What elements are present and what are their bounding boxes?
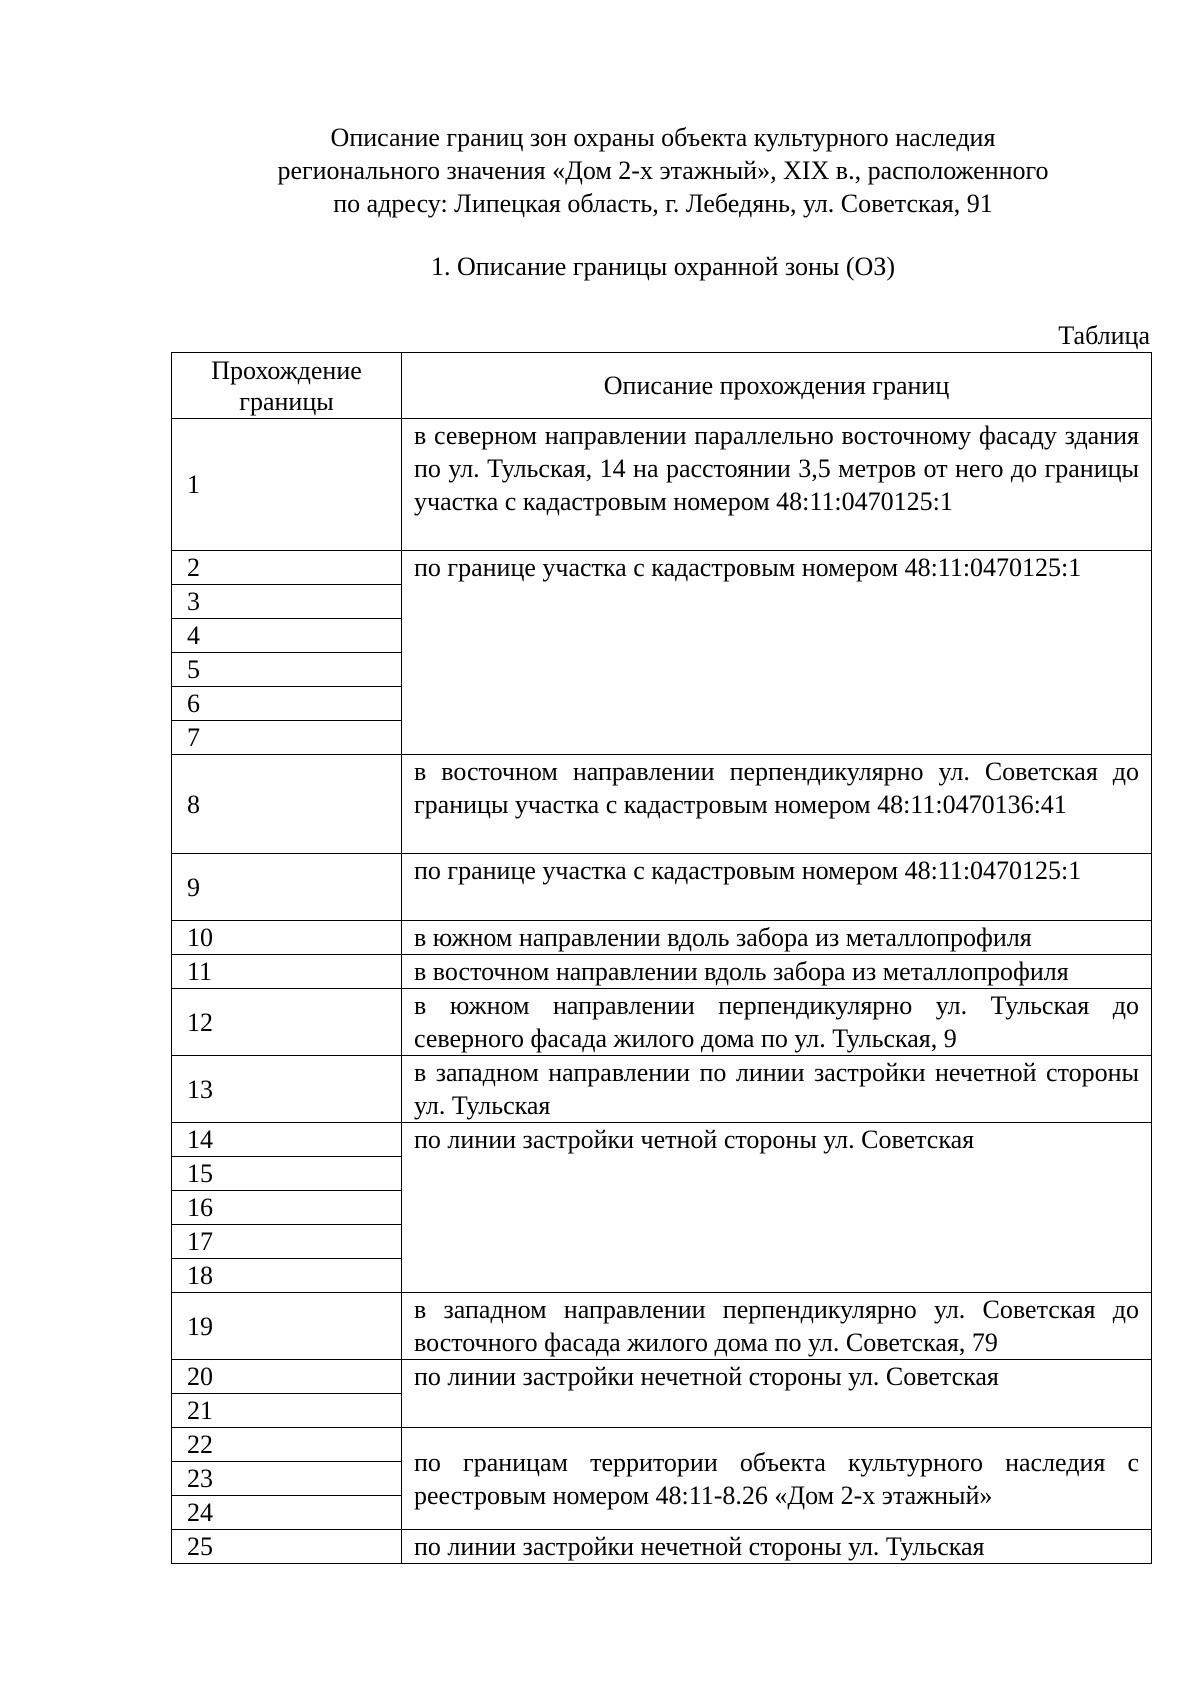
row-number: 25 [172,1530,402,1564]
row-number: 8 [172,755,402,854]
row-number: 14 [172,1123,402,1157]
boundary-table [171,352,1152,1564]
row-number: 9 [172,854,402,921]
row-number: 3 [172,585,402,619]
row-description: по границе участка с кадастровым номером 48:11:0470125:1 [402,854,1152,921]
row-number: 11 [172,955,402,989]
row-description: в западном направлении перпендикулярно ул. Советская до восточного фасада жилого дома по ул. Советская, 79 [402,1293,1152,1360]
row-description: по границе участка с кадастровым номером 48:11:0470125:1 [402,551,1152,755]
row-description: по линии застройки четной стороны ул. Советская [402,1123,1152,1293]
row-number: 10 [172,921,402,955]
row-description: в восточном направлении вдоль забора из металлопрофиля [402,955,1152,989]
row-description: в южном направлении вдоль забора из металлопрофиля [402,921,1152,955]
table-label: Таблица [1058,321,1150,350]
title-line-3: по адресу: Липецкая область, г. Лебедянь, ул. Советская, 91 [333,189,993,218]
title-line-2: регионального значения «Дом 2-х этажный», XIX в., расположенного [277,156,1049,185]
row-number: 23 [172,1462,402,1496]
section-heading: 1. Описание границы охранной зоны (ОЗ) [430,252,896,281]
row-description: в северном направлении параллельно восточному фасаду здания по ул. Тульская, 14 на расстоянии 3,5 метров от него до границы участка с кадастровым номером 48:11:0470125:1 [402,419,1152,551]
row-number: 12 [172,989,402,1056]
row-number: 22 [172,1428,402,1462]
row-number: 17 [172,1225,402,1259]
row-number: 19 [172,1293,402,1360]
header-boundary-description: Описание прохождения границ [402,353,1152,419]
row-number: 15 [172,1157,402,1191]
header-boundary-passage: Прохождение границы [172,353,402,419]
row-number: 16 [172,1191,402,1225]
row-description: по линии застройки нечетной стороны ул. Тульская [402,1530,1152,1564]
row-number: 20 [172,1360,402,1394]
row-number: 7 [172,721,402,755]
row-description: в южном направлении перпендикулярно ул. Тульская до северного фасада жилого дома по ул. Тульская, 9 [402,989,1152,1056]
row-number: 18 [172,1259,402,1293]
row-number: 6 [172,687,402,721]
title-line-1: Описание границ зон охраны объекта культурного наследия [330,123,996,152]
row-number: 21 [172,1394,402,1428]
row-number: 4 [172,619,402,653]
row-number: 1 [172,419,402,551]
row-number: 5 [172,653,402,687]
row-description: в восточном направлении перпендикулярно ул. Советская до границы участка с кадастровым номером 48:11:0470136:41 [402,755,1152,854]
row-description: в западном направлении по линии застройки нечетной стороны ул. Тульская [402,1056,1152,1123]
row-description: по линии застройки нечетной стороны ул. Советская [402,1360,1152,1428]
row-number: 2 [172,551,402,585]
document-title [0,121,1200,220]
row-description: по границам территории объекта культурного наследия с реестровым номером 48:11-8.26 «Дом 2-х этажный» [402,1428,1152,1530]
row-number: 13 [172,1056,402,1123]
row-number: 24 [172,1496,402,1530]
